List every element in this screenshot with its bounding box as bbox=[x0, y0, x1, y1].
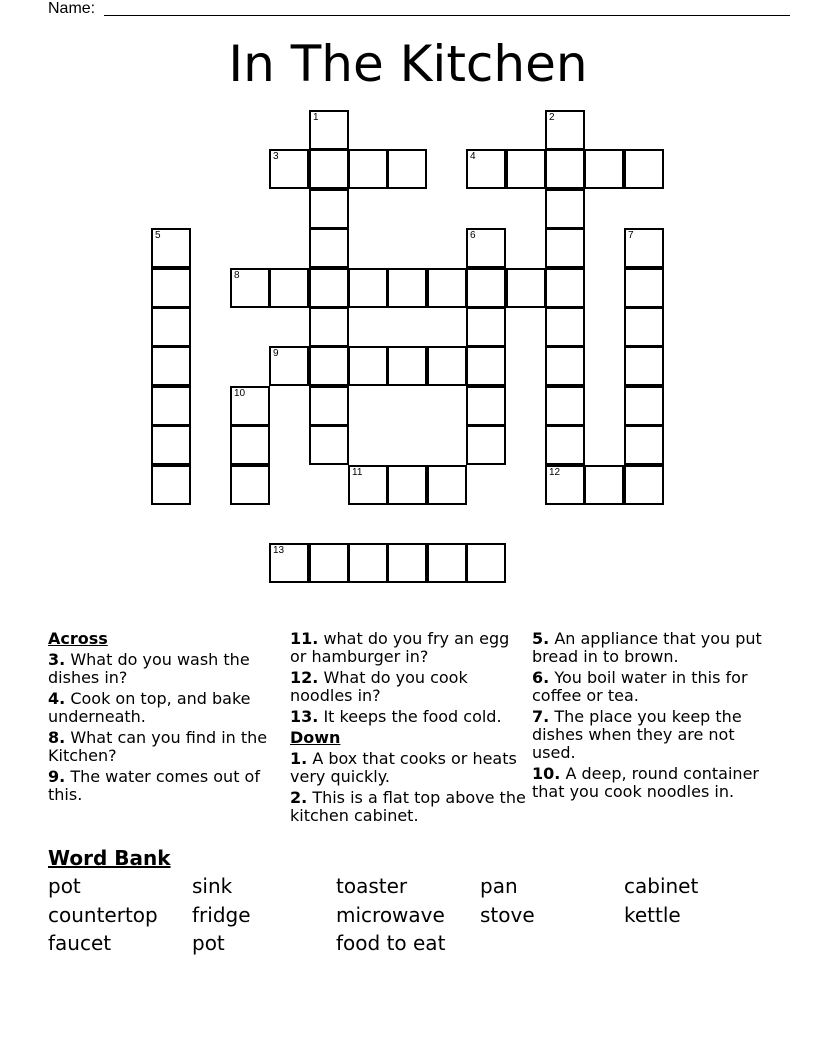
grid-cell[interactable] bbox=[545, 346, 585, 386]
grid-cell[interactable] bbox=[309, 425, 349, 465]
down-clue-6: 6. You boil water in this for coffee or tea. bbox=[532, 668, 748, 705]
word-bank-item: fridge bbox=[192, 903, 251, 927]
down-clue-2: 2. This is a flat top above the kitchen cabinet. bbox=[290, 788, 526, 825]
page-title: In The Kitchen bbox=[228, 35, 588, 93]
down-clue-5: 5. An appliance that you put bread in to brown. bbox=[532, 629, 762, 666]
grid-cell[interactable] bbox=[584, 149, 624, 189]
grid-cell[interactable] bbox=[427, 346, 467, 386]
grid-cell[interactable] bbox=[466, 307, 506, 347]
across-clue-3: 3. What do you wash the dishes in? bbox=[48, 650, 250, 687]
grid-cell[interactable] bbox=[545, 386, 585, 426]
word-bank-item: cabinet bbox=[624, 874, 699, 898]
grid-cell[interactable] bbox=[269, 346, 309, 386]
word-bank-item: pan bbox=[480, 874, 518, 898]
word-bank-item: stove bbox=[480, 903, 535, 927]
grid-cell[interactable] bbox=[624, 149, 664, 189]
down-clue-7: 7. The place you keep the dishes when they are not used. bbox=[532, 707, 742, 762]
grid-cell[interactable] bbox=[230, 268, 270, 308]
grid-cell[interactable] bbox=[624, 386, 664, 426]
grid-cell[interactable] bbox=[151, 228, 191, 268]
grid-cell[interactable] bbox=[545, 149, 585, 189]
grid-cell[interactable] bbox=[545, 189, 585, 229]
word-bank-title: Word Bank bbox=[48, 846, 171, 870]
clue-number: 3 bbox=[273, 151, 279, 162]
grid-cell[interactable] bbox=[309, 346, 349, 386]
grid-cell[interactable] bbox=[348, 346, 388, 386]
grid-cell[interactable] bbox=[427, 543, 467, 583]
grid-cell[interactable] bbox=[309, 149, 349, 189]
grid-cell[interactable] bbox=[624, 465, 664, 505]
grid-cell[interactable] bbox=[269, 543, 309, 583]
grid-cell[interactable] bbox=[427, 465, 467, 505]
grid-cell[interactable] bbox=[151, 307, 191, 347]
grid-cell[interactable] bbox=[309, 386, 349, 426]
grid-cell[interactable] bbox=[230, 465, 270, 505]
grid-cell[interactable] bbox=[545, 425, 585, 465]
grid-cell[interactable] bbox=[269, 149, 309, 189]
clues-column-2 bbox=[290, 630, 528, 828]
across-clue-4: 4. Cook on top, and bake underneath. bbox=[48, 689, 251, 726]
clue-number: 7 bbox=[628, 230, 634, 241]
grid-cell[interactable] bbox=[387, 465, 427, 505]
grid-cell[interactable] bbox=[624, 228, 664, 268]
word-bank-item: pot bbox=[192, 931, 225, 955]
word-bank-item: food to eat bbox=[336, 931, 446, 955]
across-clue-8: 8. What can you find in the Kitchen? bbox=[48, 728, 268, 765]
grid-cell[interactable] bbox=[309, 268, 349, 308]
clues-column-1 bbox=[48, 630, 286, 807]
clue-number: 1 bbox=[313, 112, 319, 123]
grid-cell[interactable] bbox=[309, 110, 349, 150]
grid-cell[interactable] bbox=[466, 346, 506, 386]
clue-number: 4 bbox=[470, 151, 476, 162]
word-bank-item: countertop bbox=[48, 903, 158, 927]
grid-cell[interactable] bbox=[151, 386, 191, 426]
clue-number: 6 bbox=[470, 230, 476, 241]
grid-cell[interactable] bbox=[624, 268, 664, 308]
grid-cell[interactable] bbox=[466, 386, 506, 426]
across-clue-12: 12. What do you cook noodles in? bbox=[290, 668, 468, 705]
grid-cell[interactable] bbox=[624, 425, 664, 465]
word-bank-item: toaster bbox=[336, 874, 408, 898]
down-clue-1: 1. A box that cooks or heats very quickly. bbox=[290, 749, 517, 786]
grid-cell[interactable] bbox=[624, 307, 664, 347]
clue-number: 9 bbox=[273, 348, 279, 359]
clue-number: 10 bbox=[234, 388, 246, 399]
grid-cell[interactable] bbox=[624, 346, 664, 386]
across-clue-11: 11. what do you fry an egg or hamburger in? bbox=[290, 629, 510, 666]
grid-cell[interactable] bbox=[230, 386, 270, 426]
clue-number: 11 bbox=[352, 467, 363, 478]
clue-number: 13 bbox=[273, 545, 285, 556]
grid-cell[interactable] bbox=[151, 268, 191, 308]
grid-cell[interactable] bbox=[466, 228, 506, 268]
across-clue-9: 9. The water comes out of this. bbox=[48, 767, 260, 804]
grid-cell[interactable] bbox=[387, 268, 427, 308]
down-heading: Down bbox=[290, 728, 341, 747]
grid-cell[interactable] bbox=[309, 543, 349, 583]
across-heading: Across bbox=[48, 629, 108, 648]
name-label: Name: bbox=[48, 0, 96, 17]
word-bank-item: pot bbox=[48, 874, 81, 898]
grid-cell[interactable] bbox=[269, 268, 309, 308]
grid-cell[interactable] bbox=[545, 228, 585, 268]
grid-cell[interactable] bbox=[230, 425, 270, 465]
grid-cell[interactable] bbox=[151, 465, 191, 505]
grid-cell[interactable] bbox=[348, 149, 388, 189]
clue-number: 5 bbox=[155, 230, 161, 241]
grid-cell[interactable] bbox=[309, 189, 349, 229]
grid-cell[interactable] bbox=[387, 346, 427, 386]
grid-cell[interactable] bbox=[309, 228, 349, 268]
grid-cell[interactable] bbox=[466, 543, 506, 583]
word-bank-item: faucet bbox=[48, 931, 112, 955]
grid-cell[interactable] bbox=[309, 307, 349, 347]
grid-cell[interactable] bbox=[545, 110, 585, 150]
grid-cell[interactable] bbox=[506, 268, 546, 308]
grid-cell[interactable] bbox=[545, 307, 585, 347]
clues-column-3 bbox=[532, 630, 770, 804]
grid-cell[interactable] bbox=[151, 346, 191, 386]
grid-cell[interactable] bbox=[348, 543, 388, 583]
grid-cell[interactable] bbox=[466, 425, 506, 465]
grid-cell[interactable] bbox=[584, 465, 624, 505]
word-bank-item: sink bbox=[192, 874, 233, 898]
clue-number: 12 bbox=[549, 467, 561, 478]
grid-cell[interactable] bbox=[348, 268, 388, 308]
down-clue-10: 10. A deep, round container that you cook noodles in. bbox=[532, 764, 759, 801]
grid-cell[interactable] bbox=[466, 268, 506, 308]
word-bank-item: microwave bbox=[336, 903, 445, 927]
grid-cell[interactable] bbox=[348, 465, 388, 505]
clue-number: 2 bbox=[549, 112, 555, 123]
grid-cell[interactable] bbox=[427, 268, 467, 308]
grid-cell[interactable] bbox=[387, 543, 427, 583]
grid-cell[interactable] bbox=[545, 268, 585, 308]
grid-cell[interactable] bbox=[387, 149, 427, 189]
word-bank-item: kettle bbox=[624, 903, 681, 927]
grid-cell[interactable] bbox=[466, 149, 506, 189]
clue-number: 8 bbox=[234, 270, 240, 281]
grid-cell[interactable] bbox=[545, 465, 585, 505]
grid-cell[interactable] bbox=[151, 425, 191, 465]
grid-cell[interactable] bbox=[506, 149, 546, 189]
across-clue-13: 13. It keeps the food cold. bbox=[290, 707, 502, 726]
